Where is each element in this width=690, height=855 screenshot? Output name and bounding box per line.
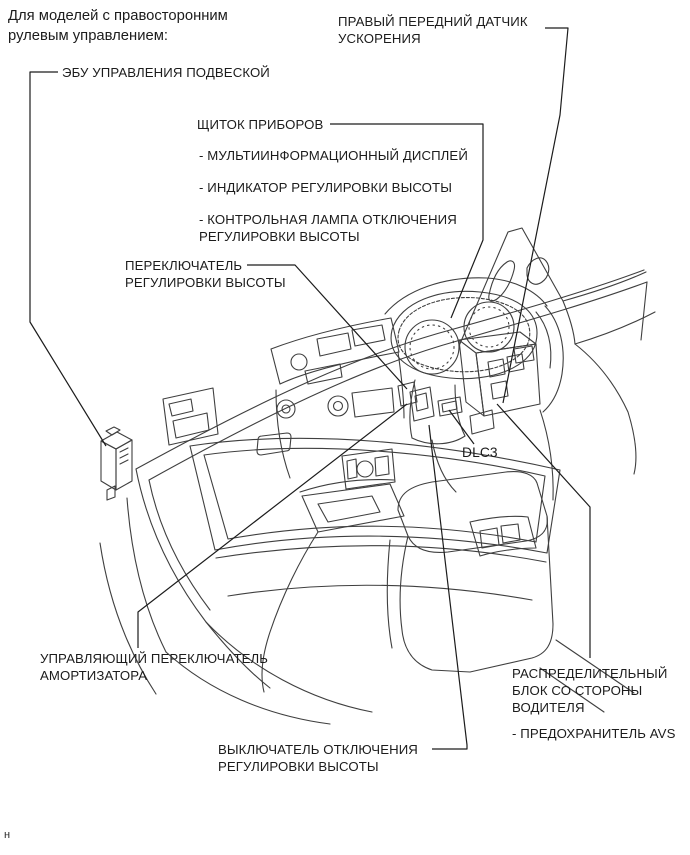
label-avs-fuse: - ПРЕДОХРАНИТЕЛЬ AVS bbox=[512, 726, 676, 741]
label-absorber-control-switch: УПРАВЛЯЮЩИЙ ПЕРЕКЛЮЧАТЕЛЬ АМОРТИЗАТОРА bbox=[40, 651, 268, 683]
side-vent bbox=[163, 388, 218, 445]
climate-panel bbox=[342, 449, 395, 489]
label-height-control-off-switch: ВЫКЛЮЧАТЕЛЬ ОТКЛЮЧЕНИЯ РЕГУЛИРОВКИ ВЫСОТЫ bbox=[218, 742, 418, 774]
intro-line: Для моделей с правосторонним bbox=[8, 8, 228, 24]
label-height-control-indicator: - ИНДИКАТОР РЕГУЛИРОВКИ ВЫСОТЫ bbox=[199, 180, 452, 195]
leader-lines bbox=[30, 28, 590, 749]
steering-wheel-rim bbox=[543, 306, 563, 412]
leader-junction-block bbox=[497, 404, 590, 658]
label-driver-side-junction-block: РАСПРЕДЕЛИТЕЛЬНЫЙ БЛОК СО СТОРОНЫ ВОДИТЕЛЯ - ПРЕДОХРАНИТЕЛЬ AVS bbox=[512, 666, 676, 741]
intro-note bbox=[8, 6, 228, 46]
label-multi-information-display: - МУЛЬТИИНФОРМАЦИОННЫЙ ДИСПЛЕЙ bbox=[199, 148, 468, 163]
leader-height-control-off-switch bbox=[429, 425, 467, 749]
center-stack bbox=[276, 352, 404, 478]
label-dlc3: DLC3 bbox=[462, 445, 498, 460]
label-height-control-off-indicator: - КОНТРОЛЬНАЯ ЛАМПА ОТКЛЮЧЕНИЯ РЕГУЛИРОВКИ ВЫСОТЫ bbox=[199, 212, 457, 244]
dlc3-connector bbox=[438, 397, 462, 416]
junction-block bbox=[459, 332, 540, 434]
label-front-right-acceleration-sensor: ПРАВЫЙ ПЕРЕДНИЙ ДАТЧИК УСКОРЕНИЯ bbox=[338, 14, 528, 46]
label-instrument-cluster: ЩИТОК ПРИБОРОВ bbox=[197, 117, 324, 132]
leader-suspension-ecu bbox=[30, 72, 106, 446]
label-suspension-ecu: ЭБУ УПРАВЛЕНИЯ ПОДВЕСКОЙ bbox=[62, 65, 270, 80]
label-height-control-switch: ПЕРЕКЛЮЧАТЕЛЬ РЕГУЛИРОВКИ ВЫСОТЫ bbox=[125, 258, 286, 290]
leader-acceleration-sensor bbox=[503, 28, 568, 403]
leader-dlc3 bbox=[449, 410, 474, 444]
a-pillar bbox=[459, 228, 575, 346]
footer-page-char: н bbox=[4, 829, 11, 841]
suspension-ecu-box bbox=[101, 427, 132, 500]
dash-top-edge-inner bbox=[149, 282, 647, 480]
center-dash-top-panel bbox=[271, 318, 399, 384]
intro-line: рулевым управлением: bbox=[8, 28, 168, 44]
instrument-cluster-drawing bbox=[385, 278, 547, 379]
